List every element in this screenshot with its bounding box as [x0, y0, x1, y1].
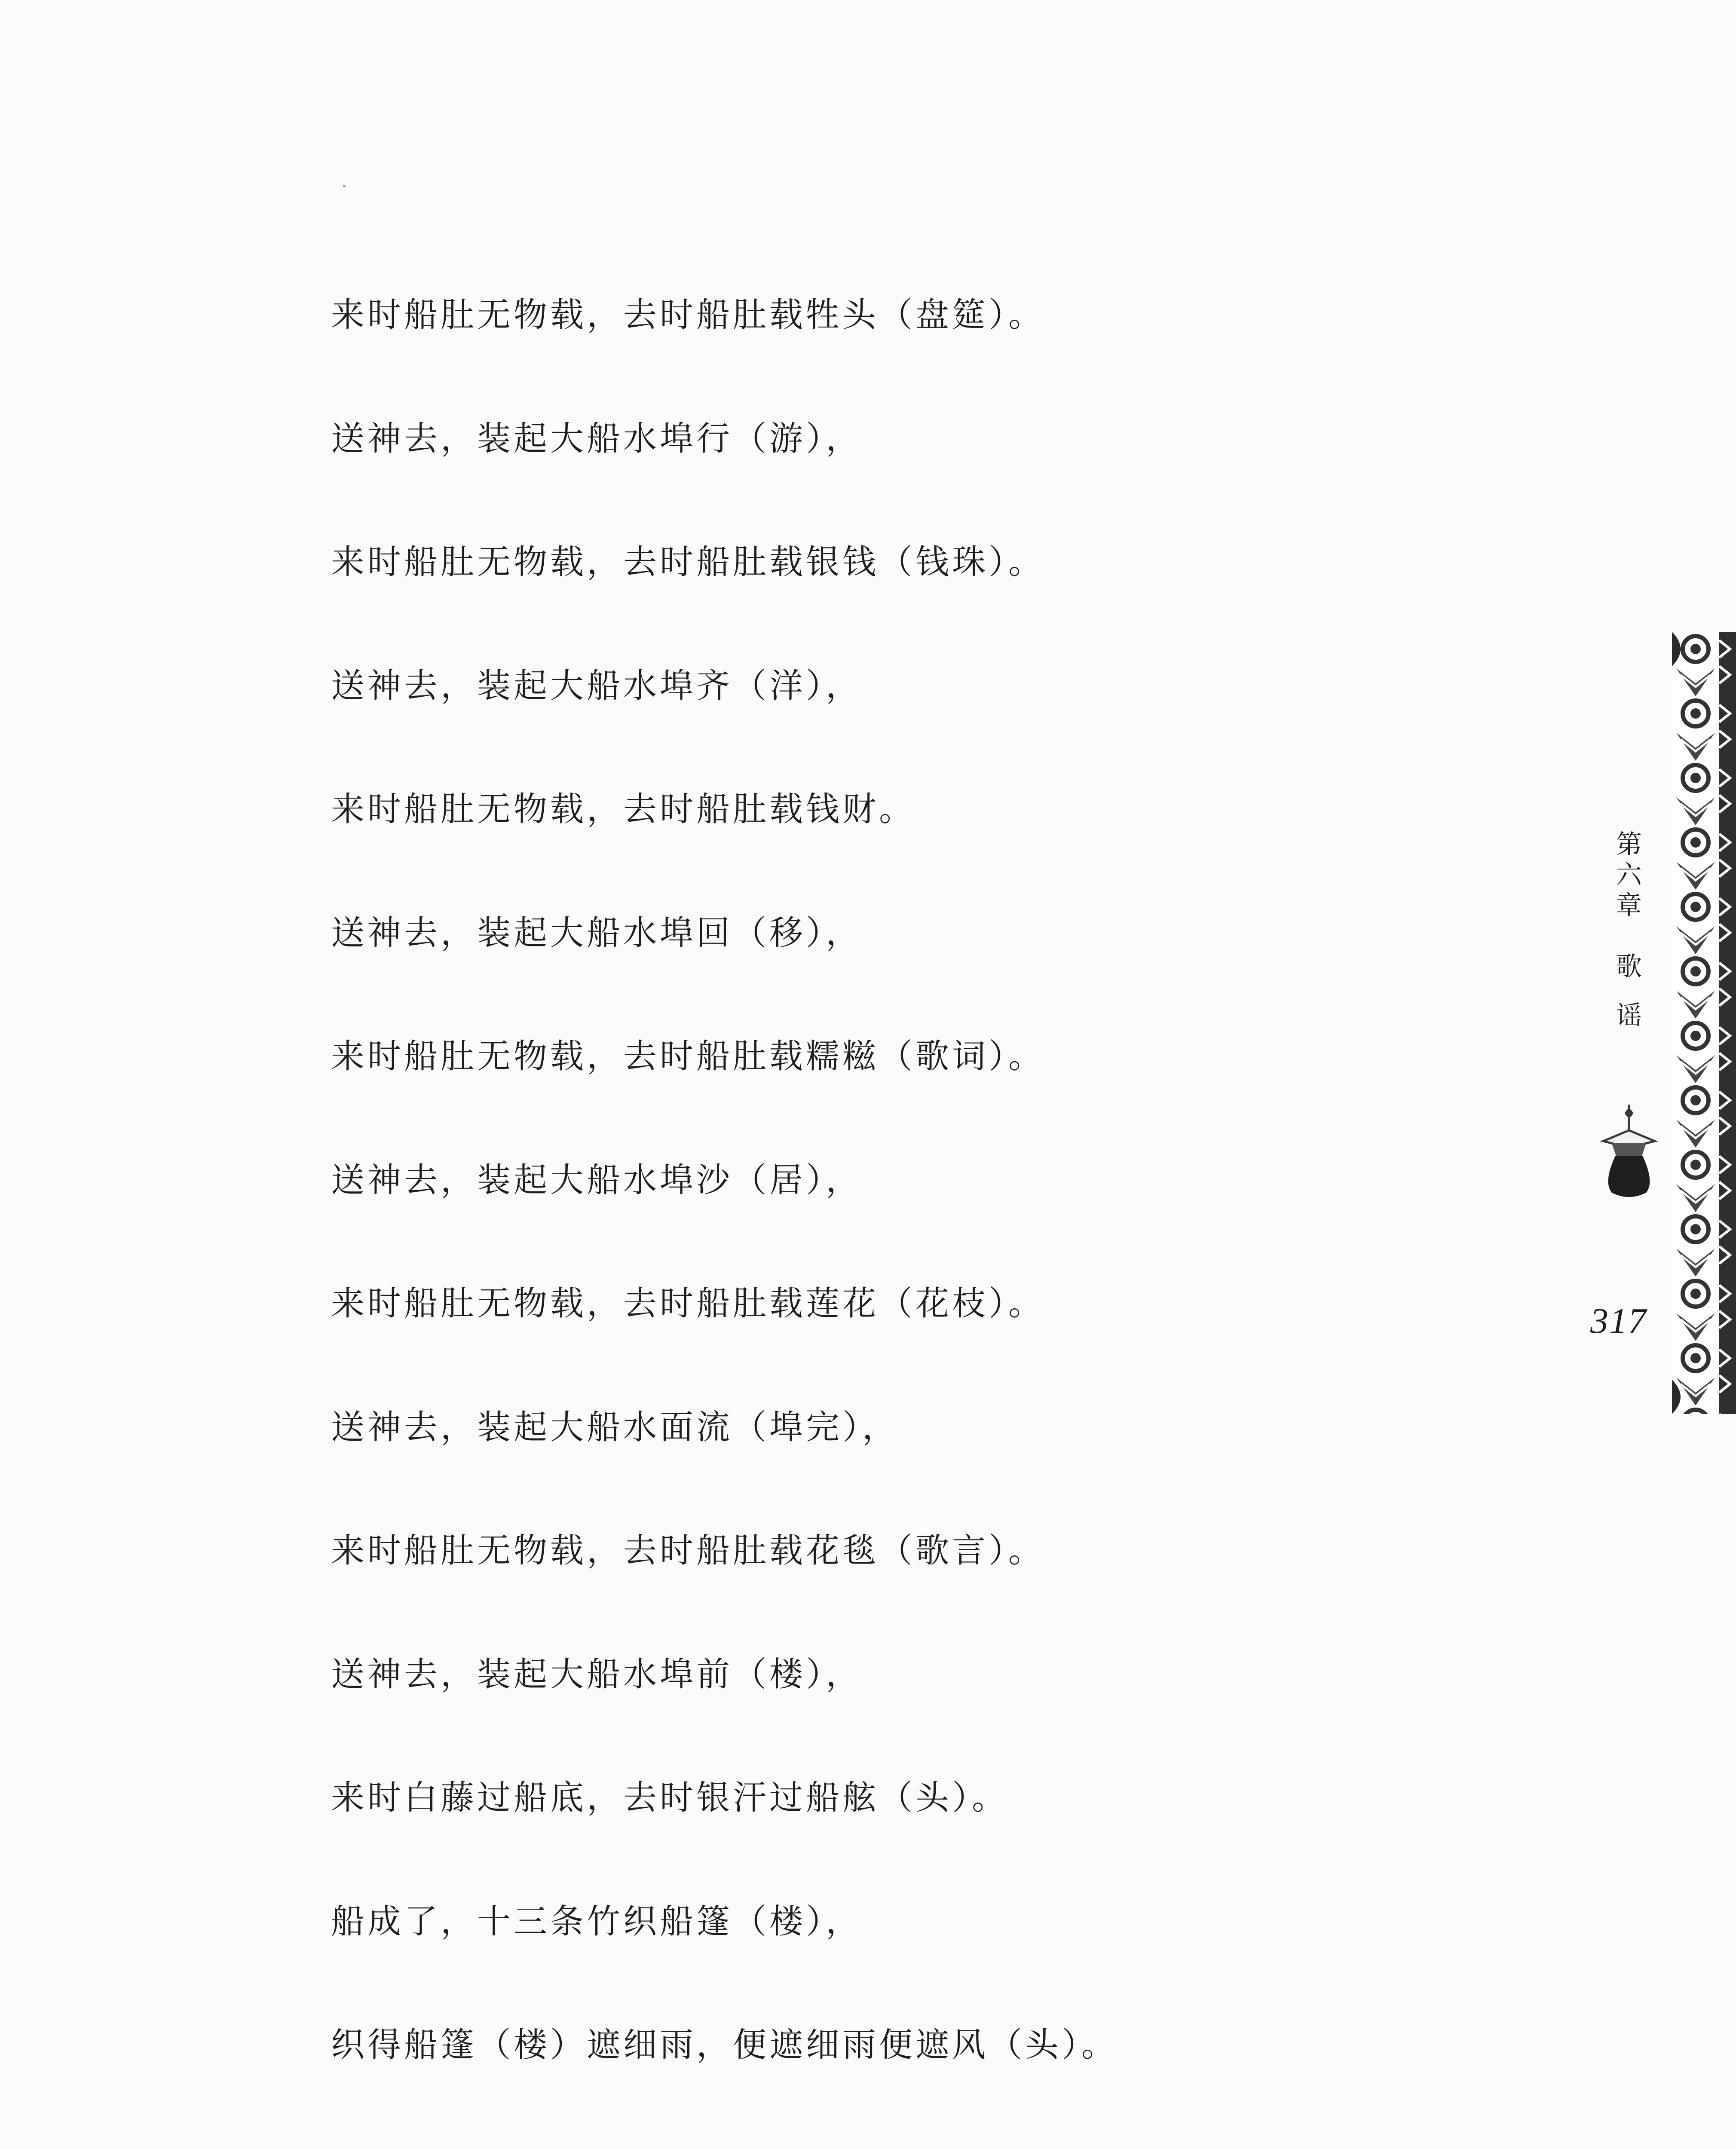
verse-line: 来时白藤过船底，去时银汗过船舷（头）。 — [331, 1779, 1009, 1817]
verse-line: 来时船肚无物载，去时船肚载牲头（盘筵）。 — [331, 296, 1045, 334]
verse-line: 送神去，装起大船水埠行（游）， — [331, 419, 863, 458]
bell-ornament-icon — [1595, 1100, 1663, 1203]
paper-speck — [343, 185, 346, 187]
verse-line: 送神去，装起大船水埠沙（居）， — [331, 1160, 863, 1200]
chapter-marker — [1603, 830, 1655, 1040]
verse-line: 来时船肚无物载，去时船肚载莲花（花枝）。 — [331, 1284, 1045, 1323]
chapter-title-label: 歌 谣 — [1616, 952, 1642, 1031]
verse-line: 送神去，装起大船水埠回（移）， — [331, 913, 863, 952]
verse-text-block — [331, 254, 1577, 2149]
verse-line: 送神去，装起大船水埠前（楼）， — [331, 1655, 863, 1694]
page-number: 317 — [1590, 1301, 1647, 1341]
verse-line — [331, 2107, 1577, 2149]
verse-line: 送神去，装起大船水埠齐（洋）， — [331, 666, 863, 705]
verse-line: 来时船肚无物载，去时船肚载钱财。 — [331, 790, 916, 829]
verse-line: 送神去，装起大船水面流（埠完）， — [331, 1408, 899, 1447]
verse-line: 来时船肚无物载，去时船肚载银钱（钱珠）。 — [331, 543, 1045, 582]
verse-line: 来时船肚无物载，去时船肚载糯糍（歌词）。 — [331, 1037, 1045, 1076]
verse-line: 来时船肚无物载，去时船肚载花毯（歌言）。 — [331, 1531, 1045, 1570]
decorative-border-band — [1672, 632, 1736, 1414]
verse-line: 织得船篷（楼）遮细雨，便遮细雨便遮风（头）。 — [331, 2026, 1118, 2064]
verse-line: 船成了，十三条竹织船篷（楼）， — [331, 1902, 863, 1941]
chapter-number-label: 第 六 章 — [1616, 830, 1642, 921]
